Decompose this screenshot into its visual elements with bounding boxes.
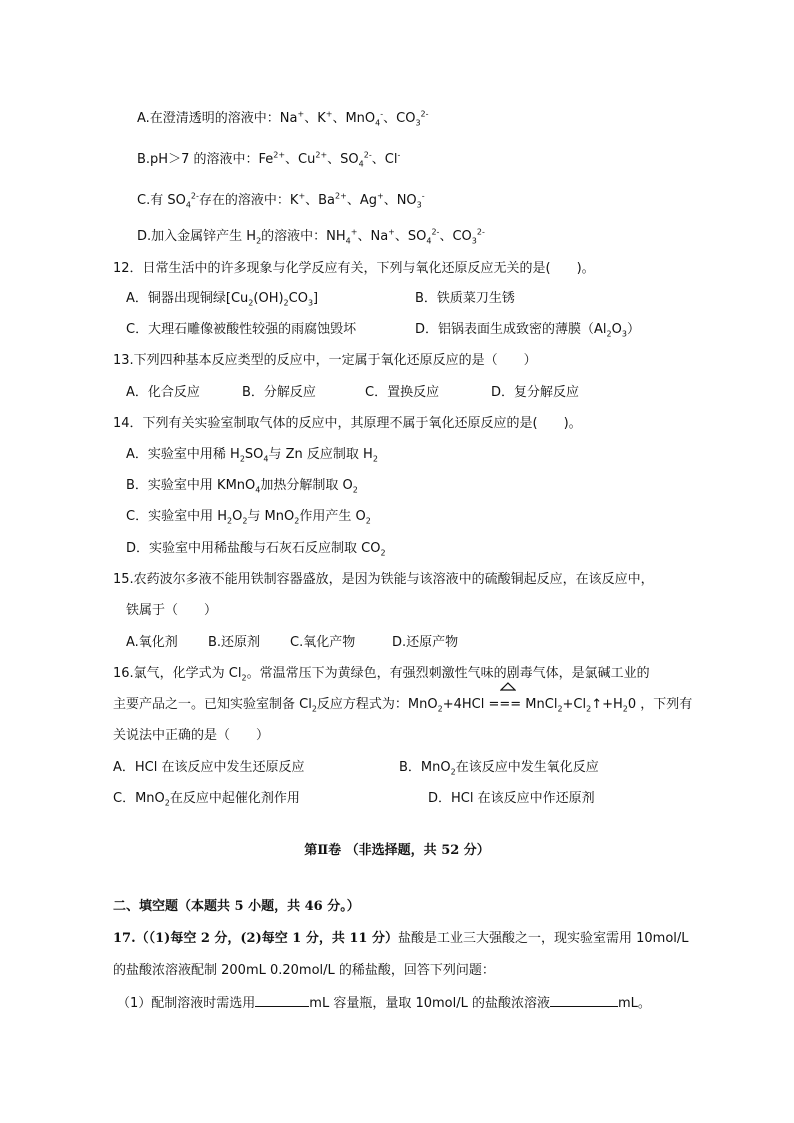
q11-option-a: A.在澄清透明的溶液中：Na+、K+、MnO$_4$-、$CO_3^{2-}$ bbox=[137, 109, 429, 128]
q11-option-c: C.有 $SO_4^{2-}$存在的溶液中：K+、$Ba^{2+}$、Ag+、$NO_3^-$ bbox=[137, 191, 425, 210]
q14-option-d: D．实验室中用稀盐酸与石灰石反应制取 $CO_2$ bbox=[126, 541, 386, 558]
q17-score: 17.（（1)每空 2 分，(2)每空 1 分，共 11 分） bbox=[113, 931, 398, 946]
q12-option-d: D．铝锅表面生成致密的薄膜$(Al_2O_3)$ bbox=[415, 322, 640, 339]
q12-option-c: C．大理石雕像被酸性较强的雨腐蚀毁坏 bbox=[126, 322, 357, 337]
q15-option-a: A.氧化剂 bbox=[126, 635, 178, 650]
q16-stem-line1: 16.氯气，化学式为 $Cl_2$。常温常压下为黄绿色，有强烈刺激性气味的剧毒气体，是氯碱工业的 bbox=[113, 666, 650, 683]
q15-stem-line1: 15.农药波尔多液不能用铁制容器盛放，是因为铁能与该溶液中的硫酸铜起反应，在该反应中， bbox=[113, 572, 654, 587]
q13-option-b: B．分解反应 bbox=[242, 385, 316, 400]
q16-option-c: C．MnO$_2$在反应中起催化剂作用 bbox=[113, 791, 300, 808]
answer-blank-2[interactable] bbox=[550, 994, 618, 1007]
q12-option-b: B．铁质菜刀生锈 bbox=[415, 291, 515, 306]
q12-option-a: A．铜器出现铜绿$[Cu_2(OH)_2CO_3]$ bbox=[126, 291, 319, 308]
q16-option-b: B．MnO$_2$在该反应中发生氧化反应 bbox=[399, 760, 599, 777]
q14-option-c: C．实验室中用 $H_2O_2$与 MnO$_2$作用产生 $O_2$ bbox=[126, 509, 371, 526]
q14-option-a: A．实验室中用稀 $H_2SO_4$与 Zn 反应制取 $H_2$ bbox=[126, 447, 378, 464]
q16-option-d: D．HCl 在该反应中作还原剂 bbox=[428, 791, 595, 806]
part2-title: 第Ⅱ卷 （非选择题，共 52 分） bbox=[304, 843, 490, 858]
answer-blank-1[interactable] bbox=[255, 994, 309, 1007]
q16-option-a: A．HCl 在该反应中发生还原反应 bbox=[113, 760, 305, 775]
q13-stem: 13.下列四种基本反应类型的反应中，一定属于氧化还原反应的是（ ） bbox=[113, 353, 537, 368]
q15-option-b: B.还原剂 bbox=[208, 635, 261, 650]
q11-option-b: B.pH＞7 的溶液中：$Fe^{2+}$、$Cu^{2+}$、$SO_4^{2-}$、Cl- bbox=[137, 150, 401, 169]
q14-option-b: B．实验室中用 KMnO$_4$加热分解制取 $O_2$ bbox=[126, 478, 358, 495]
q12-stem: 12．日常生活中的许多现象与化学反应有关，下列与氧化还原反应无关的是( )。 bbox=[113, 261, 595, 276]
q11-option-d: D.加入金属锌产生 $H_2$的溶液中：$NH_4^+$、Na+、$SO_4^{2-}$、$CO_3^{2-}$ bbox=[137, 227, 485, 246]
q15-option-d: D.还原产物 bbox=[392, 635, 459, 650]
q14-stem: 14．下列有关实验室制取气体的反应中，其原理不属于氧化还原反应的是( )。 bbox=[113, 416, 582, 431]
q17-sub1: （1）配制溶液时需选用 mL 容量瓶，量取 10mol/L 的盐酸浓溶液 mL。 bbox=[117, 996, 651, 1011]
q13-option-c: C．置换反应 bbox=[365, 385, 440, 400]
q17-stem-text: 盐酸是工业三大强酸之一，现实验室需用 10mol/L bbox=[398, 931, 689, 946]
q16-stem-line3: 关说法中正确的是（ ） bbox=[113, 728, 270, 743]
q13-option-d: D．复分解反应 bbox=[491, 385, 580, 400]
q15-stem-line2: 铁属于（ ） bbox=[126, 603, 218, 618]
q15-option-c: C.氧化产物 bbox=[290, 635, 356, 650]
heating-triangle-icon bbox=[500, 682, 516, 691]
q17-stem-line1 bbox=[113, 930, 689, 948]
q13-option-a: A．化合反应 bbox=[126, 385, 200, 400]
section2-title: 二、填空题（本题共 5 小题，共 46 分。） bbox=[113, 899, 360, 914]
q16-stem-line2: 主要产品之一。已知实验室制备 $Cl_2$反应方程式为：MnO$_2$+4HCl === $MnCl_2+Cl_2↑+H_20$ ，下列有 bbox=[113, 697, 693, 714]
q17-stem-line2: 的盐酸浓溶液配制 200mL 0.20mol/L 的稀盐酸，回答下列问题： bbox=[113, 963, 495, 978]
